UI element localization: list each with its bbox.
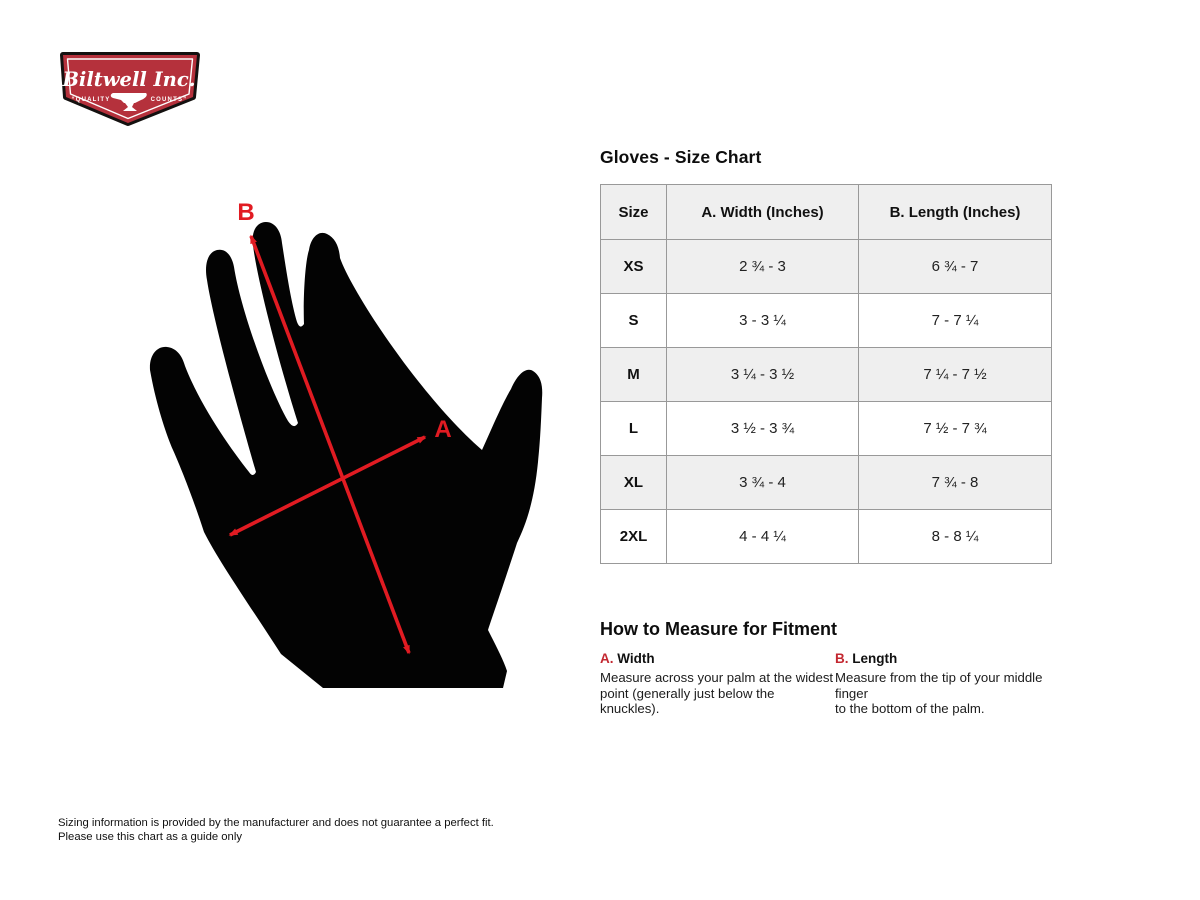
table-row [601,348,1052,402]
logo-tagline-counts: COUNTS” [150,97,188,103]
table-row [601,456,1052,510]
measure-length-label [835,651,1071,666]
length-cell: 8 - 8 ¼ [859,510,1052,564]
measure-guide-title: How to Measure for Fitment [600,619,838,639]
width-cell: 3 ½ - 3 ¾ [667,402,859,456]
size-cell: XL [601,456,667,510]
size-cell: 2XL [601,510,667,564]
length-cell: 7 ½ - 7 ¾ [859,402,1052,456]
table-row [601,510,1052,564]
size-chart-table [600,184,1052,564]
measure-width-title: Width [617,651,655,666]
header-width: A. Width (Inches) [667,185,859,240]
measure-length-description [835,670,1071,717]
length-cell: 6 ¾ - 7 [859,240,1052,294]
width-cell: 3 ¼ - 3 ½ [667,348,859,402]
footer-line-1: Sizing information is provided by the manufacturer and does not guarantee a perfect fit. [58,817,494,829]
size-cell: L [601,402,667,456]
measure-item-length [835,651,1071,717]
measure-length-letter: B. [835,651,849,666]
description-line: Measure across your palm at the widest [600,670,834,685]
header-length: B. Length (Inches) [859,185,1052,240]
measure-item-width [600,651,836,717]
description-line: to the bottom of the palm. [835,701,985,716]
size-cell: XS [601,240,667,294]
length-cell: 7 ¼ - 7 ½ [859,348,1052,402]
header-size: Size [601,185,667,240]
footer-line-2: Please use this chart as a guide only [58,830,242,843]
length-cell: 7 - 7 ¼ [859,294,1052,348]
hand-silhouette [150,222,542,688]
width-cell: 3 ¾ - 4 [667,456,859,510]
measure-length-title: Length [852,651,898,666]
logo-tagline-quality: “QUALITY [71,97,111,103]
length-cell: 7 ¾ - 8 [859,456,1052,510]
label-a: A [434,416,452,443]
table-row [601,402,1052,456]
size-cell: M [601,348,667,402]
table-row [601,294,1052,348]
size-chart-title: Gloves - Size Chart [600,147,762,167]
size-cell: S [601,294,667,348]
width-cell: 2 ¾ - 3 [667,240,859,294]
measure-width-letter: A. [600,651,614,666]
width-cell: 4 - 4 ¼ [667,510,859,564]
measure-width-description [600,670,836,717]
width-cell: 3 - 3 ¼ [667,294,859,348]
footer-note [58,817,494,844]
measure-width-label [600,651,836,666]
biltwell-logo [56,47,204,127]
description-line: point (generally just below the knuckles). [600,685,775,716]
logo-script-text: Biltwell Inc. [62,68,196,91]
table-header-row [601,185,1052,240]
label-b: B [237,199,255,226]
table-row [601,240,1052,294]
hand-diagram [140,195,560,695]
description-line: Measure from the tip of your middle finger [835,670,1043,701]
